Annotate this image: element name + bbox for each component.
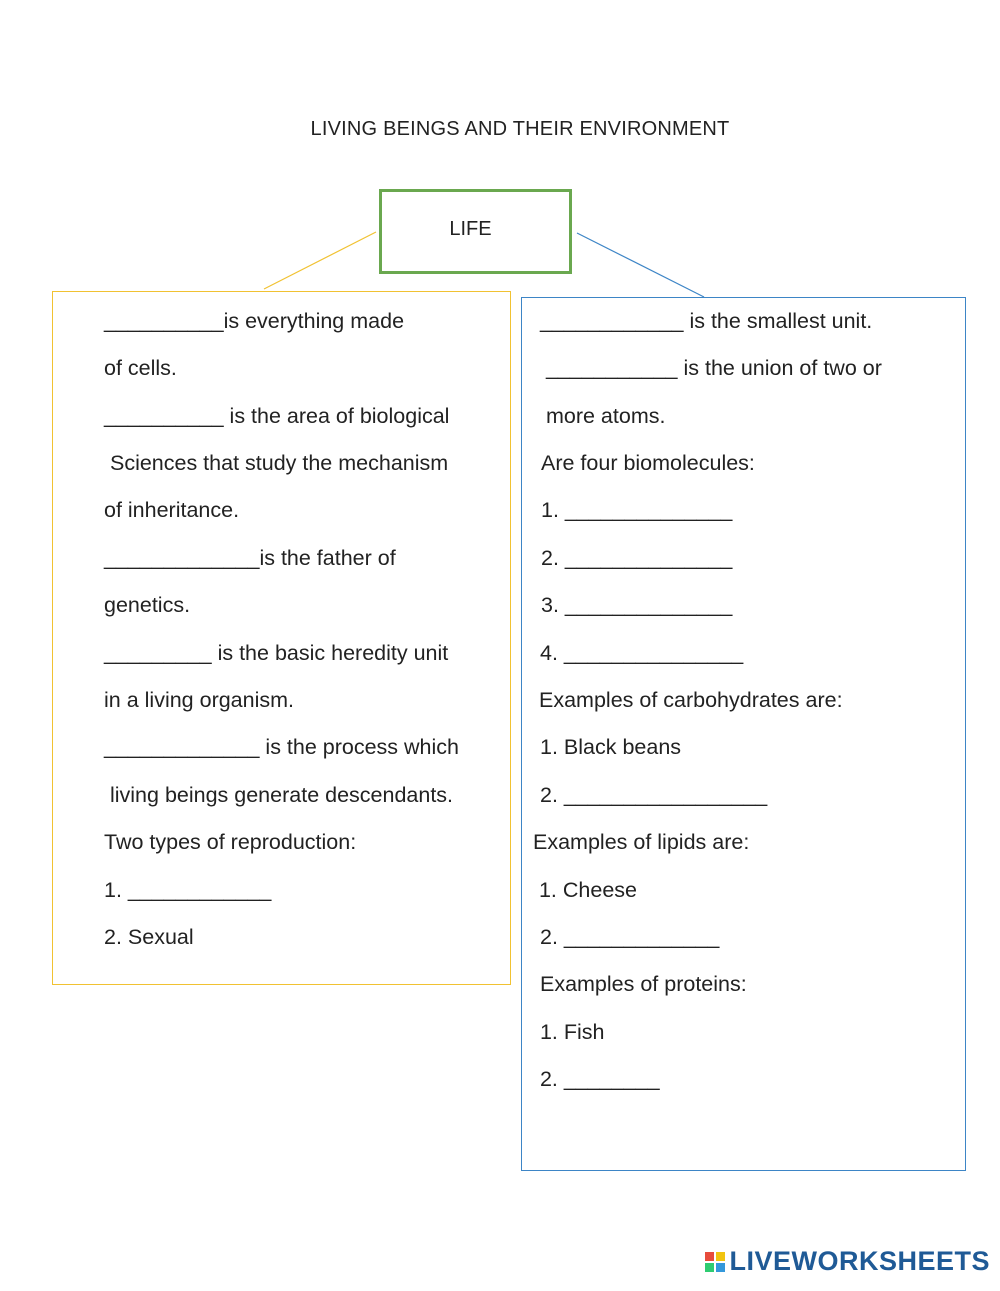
right-line-9: Examples of carbohydrates are: bbox=[539, 688, 843, 712]
left-line-7: genetics. bbox=[104, 593, 191, 617]
life-label: LIFE bbox=[449, 218, 492, 240]
left-line-4: Sciences that study the mechanism bbox=[104, 451, 449, 475]
connector-left bbox=[264, 232, 376, 289]
right-line-11: 2. _________________ bbox=[540, 783, 768, 807]
right-line-8: 4. _______________ bbox=[540, 641, 744, 665]
right-line-17: 2. ________ bbox=[534, 1067, 660, 1091]
left-line-2: of cells. bbox=[104, 356, 177, 380]
page-title: LIVING BEINGS AND THEIR ENVIRONMENT bbox=[310, 118, 730, 140]
left-line-9: in a living organism. bbox=[104, 688, 295, 712]
left-line-6: _____________is the father of bbox=[104, 546, 396, 570]
logo-icon bbox=[705, 1252, 725, 1272]
right-line-1: ____________ is the smallest unit. bbox=[540, 309, 873, 333]
right-line-14: 2. _____________ bbox=[540, 925, 720, 949]
connector-right bbox=[577, 233, 704, 297]
right-line-7: 3. ______________ bbox=[541, 593, 733, 617]
left-line-1: __________is everything made bbox=[104, 309, 405, 333]
logo-text: LIVEWORKSHEETS bbox=[729, 1246, 990, 1276]
right-line-15: Examples of proteins: bbox=[534, 972, 747, 996]
right-line-6: 2. ______________ bbox=[541, 546, 733, 570]
right-line-13: 1. Cheese bbox=[533, 878, 637, 902]
right-line-3: more atoms. bbox=[540, 404, 666, 428]
right-line-4: Are four biomolecules: bbox=[541, 451, 755, 475]
right-line-2: ___________ is the union of two or bbox=[540, 356, 882, 380]
footer-logo bbox=[705, 1246, 990, 1277]
life-box bbox=[379, 189, 572, 274]
left-line-12: Two types of reproduction: bbox=[104, 830, 357, 854]
right-line-10: 1. Black beans bbox=[540, 735, 682, 759]
left-line-5: of inheritance. bbox=[104, 498, 240, 522]
left-line-13: 1. ____________ bbox=[104, 878, 272, 902]
left-line-11: living beings generate descendants. bbox=[104, 783, 454, 807]
right-line-5: 1. ______________ bbox=[541, 498, 733, 522]
left-line-10: _____________ is the process which bbox=[104, 735, 460, 759]
right-line-16: 1. Fish bbox=[534, 1020, 605, 1044]
right-line-12: Examples of lipids are: bbox=[533, 830, 750, 854]
left-line-14: 2. Sexual bbox=[104, 925, 194, 949]
left-line-3: __________ is the area of biological bbox=[104, 404, 450, 428]
left-line-8: _________ is the basic heredity unit bbox=[104, 641, 449, 665]
